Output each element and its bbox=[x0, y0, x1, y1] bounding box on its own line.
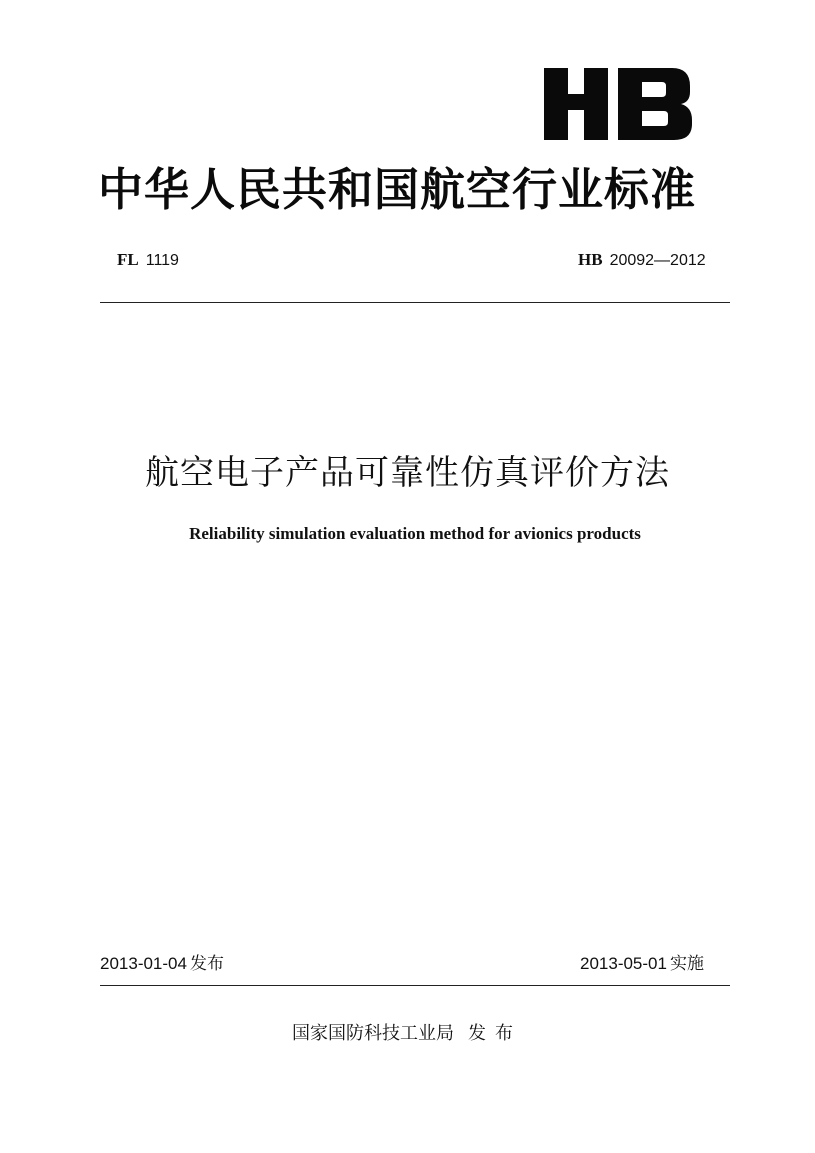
implementation-date-label: 实施 bbox=[669, 954, 704, 974]
classification-code bbox=[117, 250, 179, 271]
classification-number: 1119 bbox=[145, 252, 179, 269]
standard-prefix: HB bbox=[578, 250, 603, 269]
top-divider bbox=[100, 302, 730, 303]
issue-date-value: 2013-01-04 bbox=[100, 954, 187, 973]
issue-date-label: 发布 bbox=[189, 954, 224, 974]
classification-prefix: FL bbox=[117, 250, 139, 269]
publisher-action: 发布 bbox=[468, 1023, 522, 1044]
document-title-english: Reliability simulation evaluation method for avionics products bbox=[189, 524, 641, 543]
publisher-name: 国家国防科技工业局 bbox=[292, 1023, 454, 1044]
hb-logo bbox=[540, 64, 694, 144]
standard-number-value: 20092—2012 bbox=[609, 252, 706, 269]
bottom-divider bbox=[100, 985, 730, 986]
standard-number bbox=[578, 250, 706, 271]
document-title-chinese: 航空电子产品可靠性仿真评价方法 bbox=[145, 453, 670, 493]
implementation-date-value: 2013-05-01 bbox=[580, 954, 667, 973]
publisher-line bbox=[292, 1022, 522, 1046]
standard-title: 中华人民共和国航空行业标准 bbox=[98, 163, 697, 216]
issue-date bbox=[100, 953, 224, 975]
implementation-date bbox=[580, 953, 704, 975]
